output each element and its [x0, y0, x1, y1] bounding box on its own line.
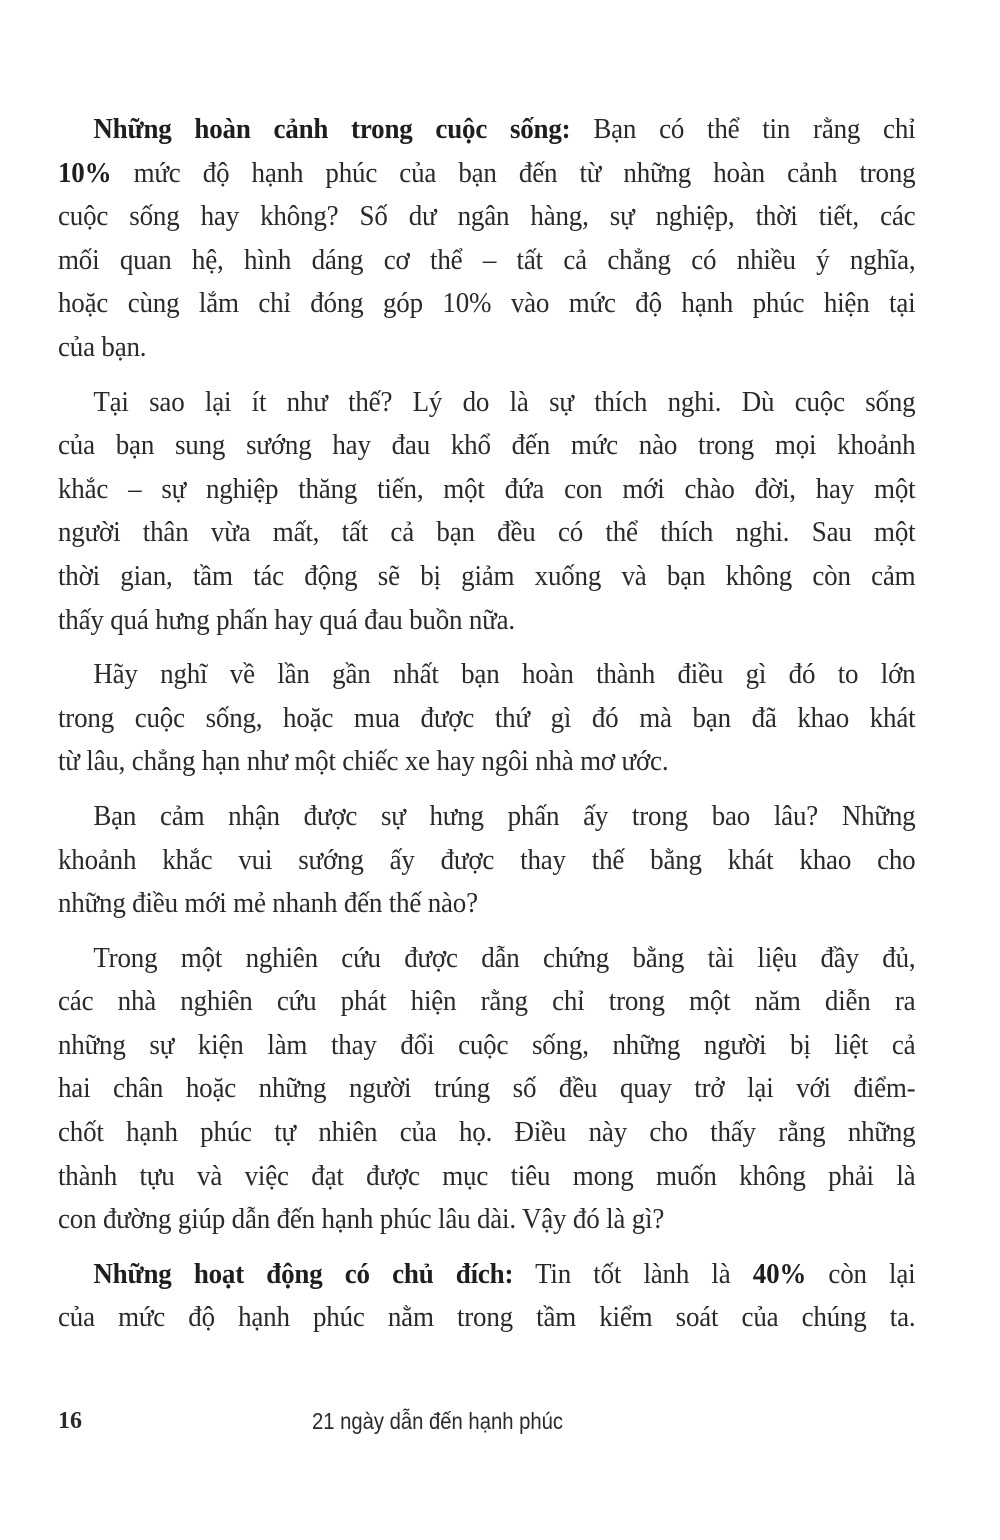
- paragraph-study: [58, 937, 915, 1242]
- text-line: 10% mức độ hạnh phúc của bạn đến từ những hoàn cảnh trong: [58, 156, 916, 189]
- text-line: của mức độ hạnh phúc nằm trong tầm kiểm soát của chúng ta.: [58, 1301, 916, 1334]
- text-line: người thân vừa mất, tất cả bạn đều có thể thích nghi. Sau một: [58, 516, 916, 549]
- text-line: trong cuộc sống, hoặc mua được thứ gì đó mà bạn đã khao khát: [58, 701, 916, 734]
- text-line: thấy quá hưng phấn hay quá đau buồn nữa.: [58, 603, 515, 636]
- text-line: những điều mới mẻ nhanh đến thế nào?: [58, 887, 478, 920]
- paragraph-adaptation: [58, 381, 915, 643]
- paragraph-circumstances: [58, 108, 915, 370]
- text-line: Tại sao lại ít như thế? Lý do là sự thích nghi. Dù cuộc sống: [93, 385, 916, 418]
- text-line: chốt hạnh phúc tự nhiên của họ. Điều này cho thấy rằng những: [58, 1116, 916, 1149]
- text-line: hai chân hoặc những người trúng số đều quay trở lại với điểm-: [58, 1072, 916, 1105]
- paragraph-intentional-activities: [58, 1253, 915, 1340]
- text-line: các nhà nghiên cứu phát hiện rằng chỉ trong một năm diễn ra: [58, 985, 916, 1018]
- page-number: 16: [58, 1408, 82, 1434]
- text-line: Trong một nghiên cứu được dẫn chứng bằng tài liệu đầy đủ,: [93, 941, 916, 974]
- text-line: Bạn cảm nhận được sự hưng phấn ấy trong bao lâu? Những: [93, 799, 916, 832]
- text-line: thành tựu và việc đạt được mục tiêu mong muốn không phải là: [58, 1159, 916, 1192]
- text-line: con đường giúp dẫn đến hạnh phúc lâu dài. Vậy đó là gì?: [58, 1203, 665, 1236]
- running-title: 21 ngày dẫn đến hạnh phúc: [312, 1408, 563, 1434]
- bold-heading: Những hoạt động có chủ đích:: [93, 1257, 514, 1290]
- page-body: [58, 108, 916, 1351]
- text-line: cuộc sống hay không? Số dư ngân hàng, sự nghiệp, thời tiết, các: [58, 200, 916, 233]
- text-line: mối quan hệ, hình dáng cơ thể – tất cả chẳng có nhiều ý nghĩa,: [58, 243, 916, 276]
- text-line: Hãy nghĩ về lần gần nhất bạn hoàn thành điều gì đó to lớn: [93, 658, 916, 691]
- text-line: từ lâu, chẳng hạn như một chiếc xe hay ngôi nhà mơ ước.: [58, 745, 669, 778]
- paragraph-recent-achievement: [58, 653, 915, 784]
- paragraph-how-long: [58, 795, 915, 926]
- bold-heading: Những hoàn cảnh trong cuộc sống:: [93, 113, 571, 145]
- bold-percentage: 10%: [58, 156, 112, 189]
- text-line: của bạn sung sướng hay đau khổ đến mức nào trong mọi khoảnh: [58, 429, 916, 462]
- text-line: khắc – sự nghiệp thăng tiến, một đứa con mới chào đời, hay một: [58, 472, 916, 505]
- text-line: những sự kiện làm thay đổi cuộc sống, những người bị liệt cả: [58, 1028, 916, 1061]
- text-line: Những hoạt động có chủ đích: Tin tốt lành là 40% còn lại: [93, 1257, 916, 1290]
- text-line: hoặc cùng lắm chỉ đóng góp 10% vào mức độ hạnh phúc hiện tại: [58, 287, 916, 320]
- text-line: khoảnh khắc vui sướng ấy được thay thế bằng khát khao cho: [58, 843, 916, 876]
- text-line: Những hoàn cảnh trong cuộc sống: Bạn có thể tin rằng chỉ: [93, 113, 916, 145]
- page-footer: [58, 1408, 916, 1448]
- bold-percentage: 40%: [752, 1257, 807, 1290]
- text-line: của bạn.: [58, 330, 147, 363]
- text-line: thời gian, tầm tác động sẽ bị giảm xuống và bạn không còn cảm: [58, 559, 916, 592]
